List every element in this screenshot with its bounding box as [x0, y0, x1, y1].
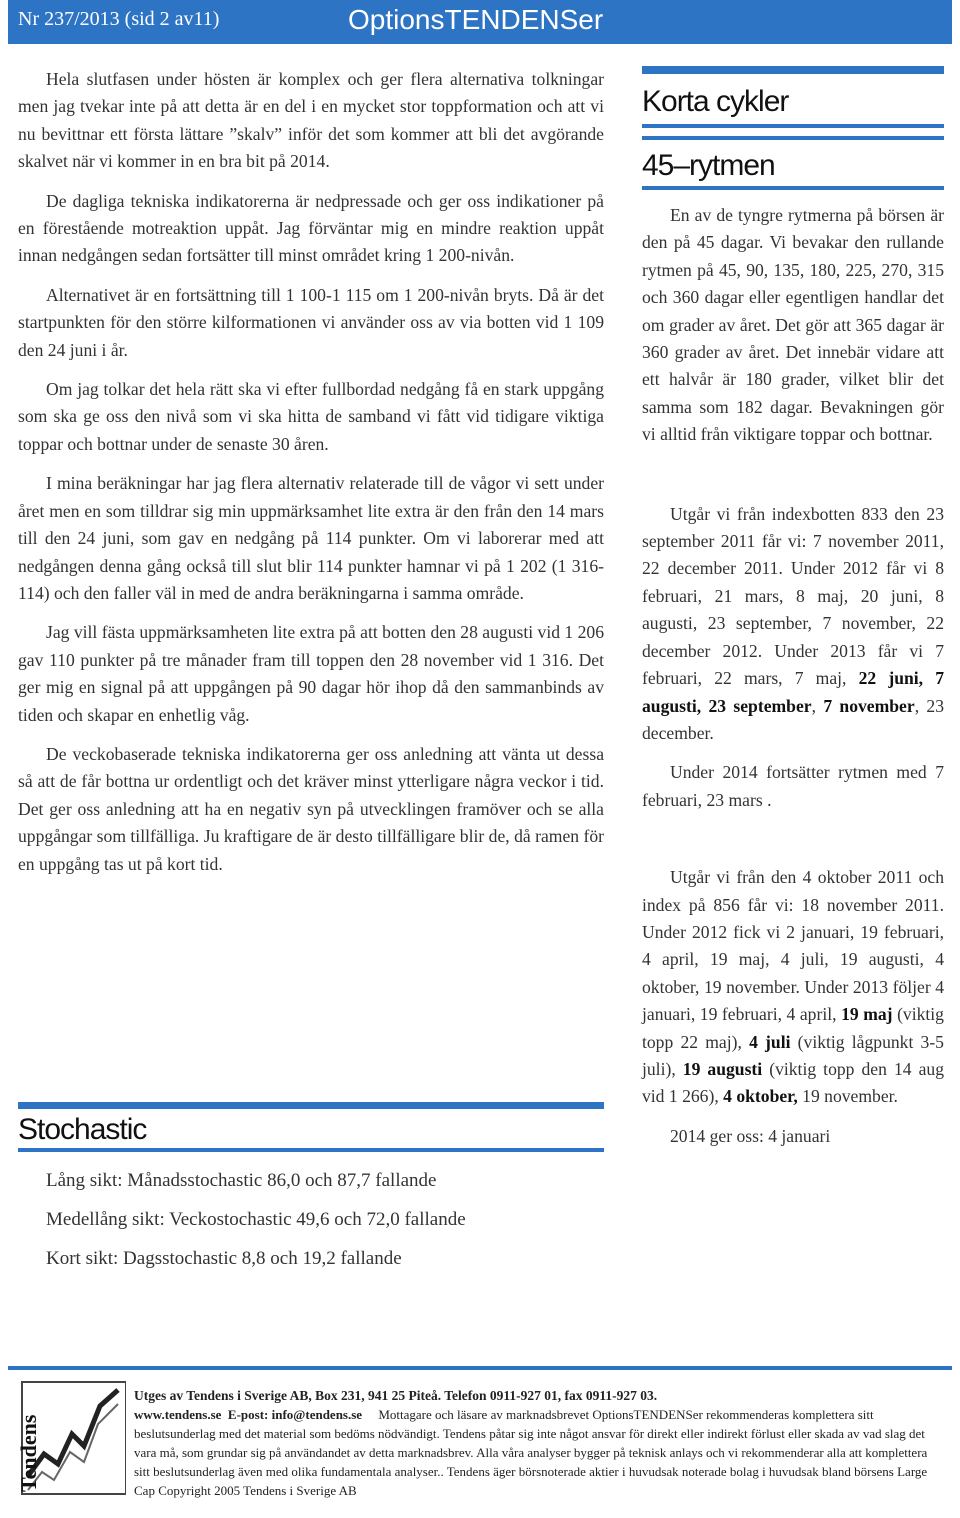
paragraph: 2014 ger oss: 4 januari: [670, 1125, 831, 1146]
stochastic-heading: Stochastic: [18, 1113, 147, 1146]
svg-text:Tendens: Tendens: [16, 1414, 41, 1492]
main-column: [18, 66, 604, 890]
section-heading: Korta cykler: [642, 85, 789, 118]
paragraph: I mina beräkningar har jag flera alternativ relaterade till de vågor vi sett under året men en som tilldrar sig min uppmärksamhet lite extra är den från den 14 mars till den 24 juni, som gav en nedgång på 114 punkter. Om vi laborerar med att nedgången denna gång också till slut blir 114 punkter hamnar vi på 1 202 (1 316-114) och den faller väl in med de andra beräkningarna i samma område.: [18, 473, 604, 603]
divider: [642, 136, 944, 140]
paragraph: En av de tyngre rytmerna på börsen är den på 45 dagar. Vi bevakar den rullande rytmen på 45, 90, 135, 180, 225, 270, 315 och 360 dagar eller egentligen handlar det om grader av året. Det gör att 365 dagar är 360 grader av året. Det innebär vidare att ett halvår är 180 grader, vilket blir det samma som 182 dagar. Bevakningen gör vi alltid från viktigare toppar och bottnar.: [642, 205, 944, 445]
section-subheading: 45–rytmen: [642, 149, 775, 182]
paragraph: Under 2014 fortsätter rytmen med 7 februari, 23 mars .: [642, 762, 944, 810]
tendens-logo: [14, 1380, 126, 1500]
divider: [18, 1102, 604, 1109]
paragraph: De veckobaserade tekniska indikatorerna ger oss anledning att vänta ut dessa så att de får bottna ur ordentligt och det kräver minst ytterligare några veckor i tid. Det ger oss anledning att ha en negativ syn på utvecklingen framöver och se alla uppgångar som tillfälliga. Ju kraftigare de är desto tillfälligare blir de, då ramen för en uppgång tas ut på kort tid.: [18, 743, 604, 874]
website-link[interactable]: www.tendens.se: [134, 1407, 222, 1422]
paragraph: De dagliga tekniska indikatorerna är nedpressade och ger oss indikationer på en förestående motreaktion uppåt. Jag förväntar mig en mindre reaktion uppåt innan nedgången sedan fortsätter till minst området kring 1 200-nivån.: [18, 190, 604, 266]
paragraph: Om jag tolkar det hela rätt ska vi efter fullbordad nedgång få en stark uppgång som ska ge oss den nivå som vi ska hitta de samband vi fått vid tidigare viktiga toppar och bottnar under de senaste 30 åren.: [18, 379, 604, 454]
paragraph: Utgår vi från indexbotten 833 den 23 september 2011 får vi: 7 november 2011, 22 december 2011. Under 2012 får vi 8 februari, 21 mars, 8 maj, 20 juni, 8 augusti, 23 september, 7 november, 22 december 2012. Under 2013 får vi 7 februari, 22 mars, 7 maj, 22 juni, 7 augusti, 23 september, 7 november, 23 december.: [642, 503, 945, 743]
divider: [642, 124, 944, 128]
paragraph: Jag vill fästa uppmärksamheten lite extra på att botten den 28 augusti vid 1 206 gav 110 punkter på tre månader fram till toppen den 28 november vid 1 316. Det ger mig en signal på att uppgången på 90 dagar hör ihop då den sammanbinds av tiden och skapar en enhetlig våg.: [18, 622, 604, 725]
stochastic-long: Lång sikt: Månadsstochastic 86,0 och 87,7 fallande: [46, 1170, 437, 1191]
paragraph: Alternativet är en fortsättning till 1 100-1 115 om 1 200-nivån bryts. Då är det startpunkten för den större kilformationen vi använder oss av via botten vid 1 109 den 24 juni i år.: [18, 284, 604, 360]
divider: [18, 1148, 604, 1152]
footer-disclaimer: www.tendens.se E-post: info@tendens.se Mottagare och läsare av marknadsbrevet OptionsTENDENSer rekommenderas komplettera sitt beslutsunderlag med det material som bedöms nödvändigt. Tendens påtar sig inte något ansvar för direkt eller indirekt förlust eller skada av vad slag det vara må, som grundar sig på användandet av detta marknadsbrev. Alla våra analyser bygger på teknisk anlays och vi rekommenderar alla att komplettera sitt beslutsunderlag även med olika fundamentala analyser.. Tendens äger börsnoterade aktier i huvudsak noterade bolag i huvudsak bland börsens Large Cap Copyright 2005 Tendens i Sverige AB: [134, 1407, 928, 1498]
page-header: [8, 0, 952, 44]
paragraph: Hela slutfasen under hösten är komplex och ger flera alternativa tolkningar men jag tvekar inte på att detta är en del i en mycket stor toppformation och att vi nu bevittnar ett första lättare ”skalv” inför det som kommer att bli det avgörande skalvet när vi kommer in en bra bit på 2014.: [18, 69, 604, 172]
stochastic-medium: Medellång sikt: Veckostochastic 49,6 och 72,0 fallande: [46, 1209, 466, 1230]
footer: [134, 1386, 934, 1500]
email-link[interactable]: E-post: info@tendens.se: [227, 1407, 363, 1422]
divider: [642, 186, 944, 190]
publisher-info: Utges av Tendens i Sverige AB, Box 231, 941 25 Piteå. Telefon 0911-927 01, fax 0911-927 03.: [134, 1388, 658, 1403]
sidebar-column: [642, 66, 944, 1150]
issue-number: Nr 237/2013 (sid 2 av11): [18, 8, 220, 30]
divider: [642, 66, 944, 74]
stochastic-short: Kort sikt: Dagsstochastic 8,8 och 19,2 fallande: [46, 1248, 402, 1269]
newsletter-title: OptionsTENDENSer: [348, 4, 604, 35]
divider: [8, 1366, 952, 1370]
paragraph: Utgår vi från den 4 oktober 2011 och index på 856 får vi: 18 november 2011. Under 2012 fick vi 2 januari, 19 februari, 4 april, 19 maj, 4 juli, 19 augusti, 4 oktober, 19 november. Under 2013 följer 4 januari, 19 februari, 4 april, 19 maj (viktig topp 22 maj), 4 juli (viktig lågpunkt 3-5 juli), 19 augusti (viktig topp den 14 aug vid 1 266), 4 oktober, 19 november.: [642, 867, 944, 1107]
